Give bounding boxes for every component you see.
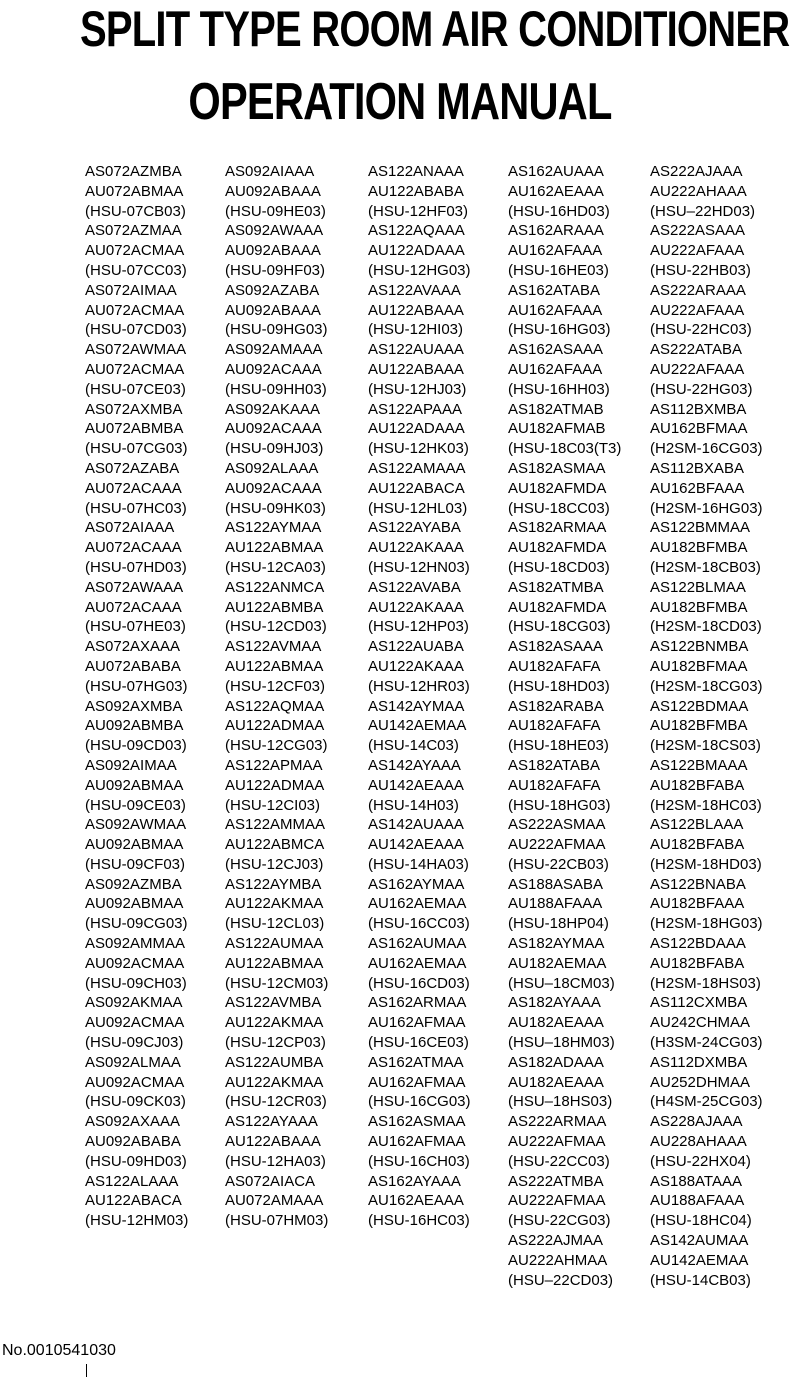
model-entry: AU162AEMAA [368, 895, 467, 913]
model-entry: (HSU-18HE03) [508, 737, 609, 755]
model-entry: AU122ABABA [368, 182, 464, 200]
model-entry: AS162ARMAA [368, 994, 467, 1012]
model-entry: AU122ABAAA [368, 360, 464, 378]
model-entry: AU092ACMAA [85, 954, 185, 972]
model-entry: (HSU–22CD03) [508, 1271, 614, 1289]
model-entry: AS182ASAAA [508, 638, 604, 656]
model-entry: (HSU–18CM03) [508, 974, 615, 992]
model-entry: AS162AUMAA [368, 935, 467, 953]
model-entry: AS072AXAAA [85, 638, 181, 656]
model-entry: AU122ABMAA [225, 954, 324, 972]
model-entry: (H2SM-18CD03) [650, 618, 762, 636]
model-entry: (HSU-12CM03) [225, 974, 329, 992]
title-line-1: SPLIT TYPE ROOM AIR CONDITIONER [80, 1, 790, 57]
model-entry: AU188AFAAA [650, 1192, 745, 1210]
model-entry: (HSU-12HR03) [368, 677, 470, 695]
model-entry: AU222AHAAA [650, 182, 747, 200]
model-entry: (H2SM-18HC03) [650, 796, 762, 814]
model-entry: AU162AFMAA [368, 1073, 466, 1091]
model-entry: AU092ABMAA [85, 776, 184, 794]
model-entry: (HSU-22HG03) [650, 380, 753, 398]
model-entry: AS122BDAAA [650, 935, 746, 953]
model-entry: AS188ATAAA [650, 1172, 742, 1190]
model-entry: (HSU-22HC03) [650, 321, 752, 339]
model-entry: AS122AYMAA [225, 519, 322, 537]
model-entry: AS122AUABA [368, 638, 464, 656]
model-entry: AU182AFMDA [508, 479, 607, 497]
model-entry: AU182AFMDA [508, 598, 607, 616]
model-entry: (HSU-07HC03) [85, 499, 187, 517]
model-entry: AS122AVABA [368, 578, 461, 596]
model-entry: AS222ATABA [650, 341, 742, 359]
model-entry: (H2SM-18CB03) [650, 558, 761, 576]
model-entry: AU182BFABA [650, 776, 745, 794]
model-entry: AU182AFAFA [508, 717, 601, 735]
model-entry: AU188AFAAA [508, 895, 603, 913]
model-entry: AS182AYMAA [508, 935, 605, 953]
model-entry: (HSU-12HK03) [368, 440, 469, 458]
model-entry: (HSU-09CK03) [85, 1093, 186, 1111]
model-entry: (HSU-16CH03) [368, 1152, 470, 1170]
model-entry: AS092AXMBA [85, 697, 183, 715]
model-entry: AS072AIMAA [85, 281, 177, 299]
model-entry: AU072ABABA [85, 657, 181, 675]
model-entry: (HSU-22CG03) [508, 1212, 611, 1230]
model-entry: AS222ASMAA [508, 816, 606, 834]
model-entry: (HSU-16HD03) [508, 202, 610, 220]
model-entry: AS092AZABA [225, 281, 320, 299]
model-entry: AU182AFAFA [508, 657, 601, 675]
model-entry: AS122AYABA [368, 519, 461, 537]
model-entry: AS122BMMAA [650, 519, 751, 537]
model-entry: (HSU-12CL03) [225, 915, 325, 933]
model-entry: AS092AMAAA [225, 341, 323, 359]
model-entry: (H2SM-18HG03) [650, 915, 763, 933]
model-entry: AS222ATMBA [508, 1172, 604, 1190]
model-entry: AS182ATABA [508, 756, 600, 774]
model-entry: AU092ABAAA [225, 182, 321, 200]
model-entry: AU122ADMAA [225, 776, 325, 794]
model-entry: AU182AEMAA [508, 954, 607, 972]
model-column-4 [508, 162, 621, 1290]
model-entry: AU142AEMAA [650, 1251, 749, 1269]
model-entry: AU182AEAAA [508, 1014, 604, 1032]
model-entry: (HSU-18HD03) [508, 677, 610, 695]
model-entry: AU072AMAAA [225, 1192, 324, 1210]
model-entry: AU072ABMAA [85, 182, 184, 200]
model-entry: AS092ALMAA [85, 1053, 181, 1071]
model-entry: AU162AFAAA [508, 360, 603, 378]
model-entry: AS092AWAAA [225, 222, 324, 240]
model-entry: AS182ATMBA [508, 578, 604, 596]
model-entry: AU222AFAAA [650, 301, 745, 319]
model-entry: AS122AQAAA [368, 222, 465, 240]
model-entry: AU092ACAAA [225, 360, 322, 378]
model-entry: AS122AYMBA [225, 875, 322, 893]
model-entry: (HSU-14C03) [368, 737, 459, 755]
model-entry: AS112BXMBA [650, 400, 747, 418]
model-entry: (HSU–18HM03) [508, 1034, 615, 1052]
model-entry: (HSU-16CC03) [368, 915, 470, 933]
model-entry: AS122BNABA [650, 875, 746, 893]
model-entry: (HSU-16HG03) [508, 321, 611, 339]
model-entry: AS092AKMAA [85, 994, 183, 1012]
model-entry: AS122APMAA [225, 756, 323, 774]
model-entry: AU182BFABA [650, 954, 745, 972]
model-entry: (HSU-09HH03) [225, 380, 327, 398]
model-entry: (HSU-07CG03) [85, 440, 188, 458]
model-entry: (HSU-18C03(T3) [508, 440, 622, 458]
model-entry: AU142AEAAA [368, 836, 464, 854]
model-entry: AS182ATMAB [508, 400, 604, 418]
model-entry: (HSU-09CF03) [85, 855, 186, 873]
model-entry: AU122ABMBA [225, 598, 324, 616]
model-entry: (HSU-12HM03) [85, 1212, 189, 1230]
model-entry: AU142AEMAA [368, 717, 467, 735]
model-entry: AS092ALAAA [225, 459, 319, 477]
model-entry: AU122ABMAA [225, 657, 324, 675]
model-entry: AS122AVAAA [368, 281, 461, 299]
model-entry: (HSU-12CR03) [225, 1093, 327, 1111]
model-entry: (HSU-07HE03) [85, 618, 186, 636]
model-entry: AS162ARAAA [508, 222, 604, 240]
model-entry: (HSU-09CH03) [85, 974, 187, 992]
model-entry: (HSU-09CD03) [85, 737, 187, 755]
model-entry: AU162BFMAA [650, 420, 748, 438]
model-entry: AU122ADMAA [225, 717, 325, 735]
model-entry: AS092AIAAA [225, 163, 315, 180]
model-entry: AS122AUMBA [225, 1053, 324, 1071]
model-entry: AU222AFMAA [508, 836, 606, 854]
model-entry: (HSU-12CJ03) [225, 855, 324, 873]
model-entry: AS112CXMBA [650, 994, 748, 1012]
model-entry: AU072ACAAA [85, 598, 182, 616]
model-entry: (HSU-22CB03) [508, 855, 609, 873]
model-entry: AS182ARABA [508, 697, 604, 715]
model-entry: AS092AMMAA [85, 935, 186, 953]
model-entry: AU092ABAAA [225, 242, 321, 260]
model-entry: (HSU-12CD03) [225, 618, 327, 636]
model-entry: (HSU-12HP03) [368, 618, 469, 636]
model-entry: AS162AYMAA [368, 875, 465, 893]
model-entry: AU142AEAAA [368, 776, 464, 794]
model-entry: AU182BFABA [650, 836, 745, 854]
model-entry: (HSU-09CJ03) [85, 1034, 184, 1052]
model-entry: AU222AFAAA [650, 242, 745, 260]
model-entry: AS228AJAAA [650, 1113, 743, 1131]
model-entry: (HSU-12CF03) [225, 677, 326, 695]
model-entry: AU182AFAFA [508, 776, 601, 794]
model-entry: (HSU-12CA03) [225, 558, 326, 576]
model-entry: AS182ADAAA [508, 1053, 604, 1071]
model-entry: AS092AKAAA [225, 400, 321, 418]
model-entry: (HSU-07HG03) [85, 677, 188, 695]
model-entry: AU092ABABA [85, 1133, 181, 1151]
model-entry: AU162AFMAA [368, 1133, 466, 1151]
model-entry: (HSU-09HD03) [85, 1152, 187, 1170]
model-entry: (HSU–18HS03) [508, 1093, 613, 1111]
model-entry: AU162AFAAA [508, 301, 603, 319]
model-entry: AS182ARMAA [508, 519, 607, 537]
model-entry: AU182AFMAB [508, 420, 606, 438]
model-entry: AS122AMMAA [225, 816, 326, 834]
divider-mark [86, 1364, 87, 1377]
model-entry: AU162AEAAA [368, 1192, 464, 1210]
model-entry: AU182BFMBA [650, 598, 748, 616]
model-entry: AU252DHMAA [650, 1073, 751, 1091]
model-entry: AS222AJMAA [508, 1232, 604, 1250]
model-entry: AS092AZMBA [85, 875, 182, 893]
model-entry: (HSU-18CD03) [508, 558, 610, 576]
model-entry: (HSU-07CE03) [85, 380, 186, 398]
model-column-1 [85, 162, 188, 1231]
model-entry: (H2SM-18CG03) [650, 677, 763, 695]
model-entry: AU072ACMAA [85, 242, 185, 260]
model-entry: (HSU-09HE03) [225, 202, 326, 220]
model-entry: AS072AZMAA [85, 222, 182, 240]
model-entry: (HSU-22CC03) [508, 1152, 610, 1170]
model-entry: AS112BXABA [650, 459, 744, 477]
model-entry: AU162AEMAA [368, 954, 467, 972]
model-entry: (HSU-12HA03) [225, 1152, 326, 1170]
model-entry: AU182BFMAA [650, 657, 748, 675]
model-entry: AS122AYAAA [225, 1113, 318, 1131]
model-entry: AU092ACAAA [225, 479, 322, 497]
model-entry: AU122AKAAA [368, 598, 464, 616]
model-entry: AS122AQMAA [225, 697, 325, 715]
model-entry: (HSU-12CP03) [225, 1034, 326, 1052]
model-entry: AS188ASABA [508, 875, 604, 893]
model-entry: AU222AFMAA [508, 1192, 606, 1210]
title-line-2: OPERATION MANUAL [188, 73, 612, 131]
model-entry: AS122ALAAA [85, 1172, 179, 1190]
model-entry: (HSU-16CD03) [368, 974, 470, 992]
model-entry: AS072AXMBA [85, 400, 183, 418]
model-entry: AU122ADAAA [368, 420, 465, 438]
model-entry: AU122ABMCA [225, 836, 325, 854]
model-entry: AS122AMAAA [368, 459, 466, 477]
model-entry: AU222AHMAA [508, 1251, 608, 1269]
model-entry: (HSU-22HX04) [650, 1152, 751, 1170]
model-entry: (HSU-14H03) [368, 796, 459, 814]
model-entry: AS072AWMAA [85, 341, 187, 359]
model-entry: AS142AUAAA [368, 816, 464, 834]
model-entry: AS222ARAAA [650, 281, 746, 299]
model-entry: AU072ABMBA [85, 420, 184, 438]
model-entry: AU222AFMAA [508, 1133, 606, 1151]
model-entry: AU092ACAAA [225, 420, 322, 438]
model-entry: (HSU-14CB03) [650, 1271, 751, 1289]
model-entry: (HSU-18HG03) [508, 796, 611, 814]
model-entry: (H3SM-24CG03) [650, 1034, 763, 1052]
model-entry: AU122AKMAA [225, 1073, 324, 1091]
model-entry: AU072ACMAA [85, 360, 185, 378]
model-entry: AS142AUMAA [650, 1232, 749, 1250]
model-column-5 [650, 162, 763, 1290]
model-entry: AS092AWMAA [85, 816, 187, 834]
model-entry: AS182ASMAA [508, 459, 606, 477]
model-entry: (H4SM-25CG03) [650, 1093, 763, 1111]
model-entry: (HSU-12HL03) [368, 499, 468, 517]
model-entry: AU122ABACA [368, 479, 465, 497]
model-entry: AU182BFAAA [650, 895, 745, 913]
model-entry: AU182AEAAA [508, 1073, 604, 1091]
model-entry: (HSU-12HG03) [368, 261, 471, 279]
model-entry: AU222AFAAA [650, 360, 745, 378]
model-entry: AU092ABMBA [85, 717, 184, 735]
model-entry: AU182BFMBA [650, 539, 748, 557]
model-entry: (HSU-18HC04) [650, 1212, 752, 1230]
model-entry: AS222ASAAA [650, 222, 746, 240]
model-entry: AS122BMAAA [650, 756, 748, 774]
model-entry: AU228AHAAA [650, 1133, 747, 1151]
model-entry: AS222AJAAA [650, 163, 743, 180]
model-entry: (HSU-09CG03) [85, 915, 188, 933]
model-entry: AS122AVMAA [225, 638, 322, 656]
model-entry: (HSU-07CB03) [85, 202, 186, 220]
model-entry: (HSU-18CG03) [508, 618, 611, 636]
model-entry: AS072AIACA [225, 1172, 316, 1190]
model-entry: AS092AXAAA [85, 1113, 181, 1131]
model-entry: (HSU-12CG03) [225, 737, 328, 755]
model-entry: AU122ABAAA [368, 301, 464, 319]
model-entry: (HSU-09HG03) [225, 321, 328, 339]
model-entry: AS122ANAAA [368, 163, 464, 180]
model-entry: AS072AIAAA [85, 519, 175, 537]
model-entry: (H2SM-16CG03) [650, 440, 763, 458]
model-entry: (HSU-18CC03) [508, 499, 610, 517]
model-entry: AS122AUAAA [368, 341, 464, 359]
model-entry: AS222ARMAA [508, 1113, 607, 1131]
model-entry: AU162AEAAA [508, 182, 604, 200]
model-entry: (HSU-12HF03) [368, 202, 469, 220]
model-entry: AS162ATABA [508, 281, 600, 299]
model-entry: (HSU-12HJ03) [368, 380, 467, 398]
model-entry: AU122AKMAA [225, 895, 324, 913]
model-entry: (HSU-18HP04) [508, 915, 609, 933]
model-entry: AU162BFAAA [650, 479, 745, 497]
model-entry: AU092ABMAA [85, 836, 184, 854]
model-entry: AS122BNMBA [650, 638, 749, 656]
model-entry: (HSU-12HN03) [368, 558, 470, 576]
model-entry: AU122ABMAA [225, 539, 324, 557]
model-entry: (HSU-07HD03) [85, 558, 187, 576]
model-entry: AU122ABACA [85, 1192, 182, 1210]
model-entry: AU122ADAAA [368, 242, 465, 260]
model-entry: AS162AYAAA [368, 1172, 461, 1190]
model-entry: AU092ABAAA [225, 301, 321, 319]
model-entry: AS162ASMAA [368, 1113, 466, 1131]
model-entry: (HSU-09HK03) [225, 499, 326, 517]
model-entry: (HSU-07CD03) [85, 321, 187, 339]
model-list [0, 162, 800, 1312]
model-entry: (HSU-16HH03) [508, 380, 610, 398]
model-entry: (H2SM-18HS03) [650, 974, 761, 992]
model-entry: AS182AYAAA [508, 994, 601, 1012]
model-entry: AS072AZABA [85, 459, 180, 477]
model-entry: AU122AKAAA [368, 539, 464, 557]
model-entry: AU182BFMBA [650, 717, 748, 735]
model-entry: AU072ACAAA [85, 539, 182, 557]
model-column-2 [225, 162, 328, 1231]
model-entry: AU092ACMAA [85, 1014, 185, 1032]
model-entry: (HSU-07HM03) [225, 1212, 329, 1230]
model-entry: (HSU-14HA03) [368, 855, 469, 873]
model-entry: (HSU-09CE03) [85, 796, 186, 814]
model-entry: (HSU-07CC03) [85, 261, 187, 279]
document-number: No.0010541030 [2, 1342, 116, 1359]
model-entry: AS142AYMAA [368, 697, 465, 715]
model-entry: AS122AVMBA [225, 994, 322, 1012]
model-entry: AU122AKAAA [368, 657, 464, 675]
model-entry: (HSU-09HF03) [225, 261, 326, 279]
model-entry: AS122APAAA [368, 400, 462, 418]
model-entry: AS122ANMCA [225, 578, 325, 596]
model-entry: AS122BDMAA [650, 697, 749, 715]
model-column-3 [368, 162, 471, 1231]
model-entry: AS162AUAAA [508, 163, 604, 180]
model-entry: (H2SM-16HG03) [650, 499, 763, 517]
model-entry: (H2SM-18CS03) [650, 737, 761, 755]
model-entry: AU162AFMAA [368, 1014, 466, 1032]
model-entry: AS122BLMAA [650, 578, 746, 596]
model-entry: (HSU-16CE03) [368, 1034, 469, 1052]
model-entry: AS162ATMAA [368, 1053, 464, 1071]
model-entry: AS072AWAAA [85, 578, 184, 596]
model-entry: AU092ACMAA [85, 1073, 185, 1091]
model-entry: (HSU-09HJ03) [225, 440, 324, 458]
model-entry: AU072ACMAA [85, 301, 185, 319]
model-entry: AS142AYAAA [368, 756, 461, 774]
model-entry: AU122ABAAA [225, 1133, 321, 1151]
model-entry: (HSU-16CG03) [368, 1093, 471, 1111]
model-entry: (HSU–22HD03) [650, 202, 756, 220]
model-entry: (HSU-12HI03) [368, 321, 464, 339]
model-entry: AS122AUMAA [225, 935, 324, 953]
model-entry: (H2SM-18HD03) [650, 855, 762, 873]
model-entry: AU242CHMAA [650, 1014, 751, 1032]
model-entry: AS112DXMBA [650, 1053, 748, 1071]
model-entry: AS122BLAAA [650, 816, 744, 834]
model-entry: AU092ABMAA [85, 895, 184, 913]
model-entry: (HSU-22HB03) [650, 261, 751, 279]
model-entry: AS162ASAAA [508, 341, 604, 359]
model-entry: AS072AZMBA [85, 163, 182, 180]
model-entry: (HSU-16HE03) [508, 261, 609, 279]
model-entry: (HSU-12CI03) [225, 796, 321, 814]
model-entry: AU072ACAAA [85, 479, 182, 497]
model-entry: AS092AIMAA [85, 756, 177, 774]
model-entry: AU182AFMDA [508, 539, 607, 557]
model-entry: AU122AKMAA [225, 1014, 324, 1032]
model-entry: (HSU-16HC03) [368, 1212, 470, 1230]
model-entry: AU162AFAAA [508, 242, 603, 260]
